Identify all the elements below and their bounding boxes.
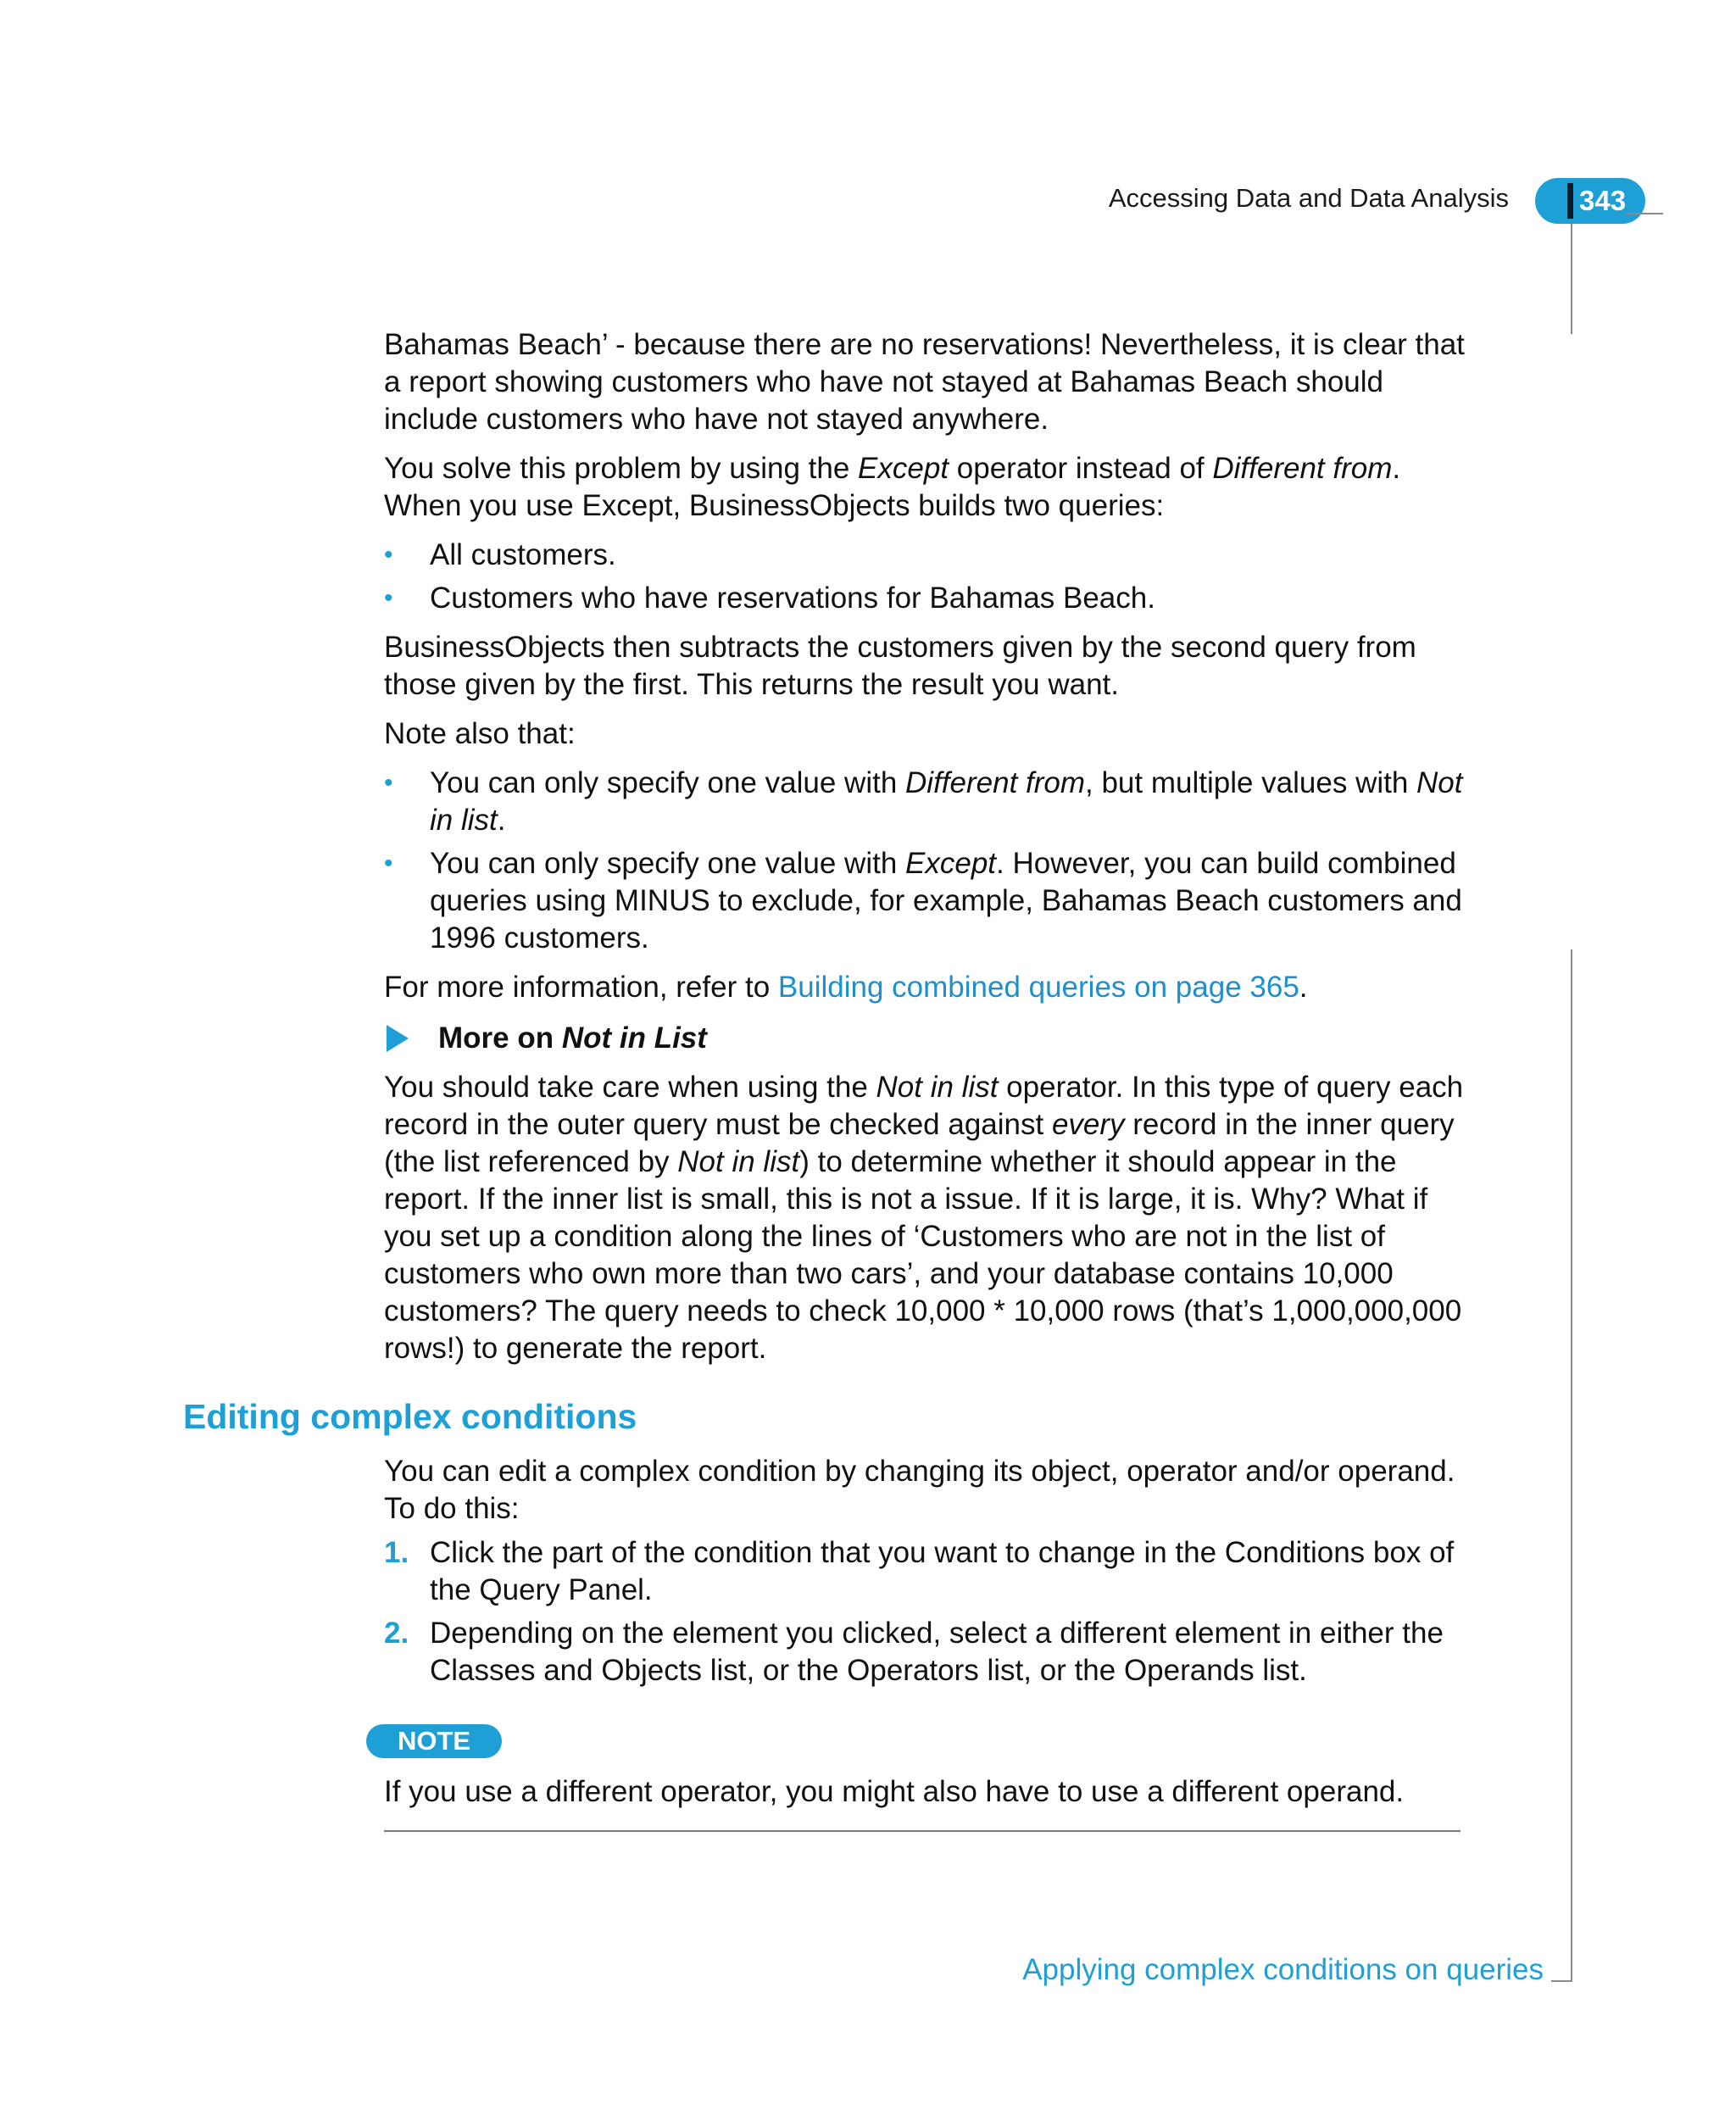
bullet-icon: • [384, 541, 393, 569]
bullet-icon: • [384, 584, 393, 612]
list-item: • You can only specify one value with Different from, but multiple values with Not in list. [384, 766, 1463, 837]
paragraph: You solve this problem by using the Except operator instead of Different from. When you use Except, BusinessObjects builds two queries: [384, 452, 1401, 522]
body-text [384, 326, 1465, 1379]
list-item: 2. Depending on the element you clicked, select a different element in either the Classes and Objects list, or the Operators list, or the Operands list. [384, 1617, 1444, 1687]
arrow-icon [387, 1025, 409, 1052]
note-text: If you use a different operator, you might also have to use a different operand. [384, 1775, 1405, 1808]
list-item: • You can only specify one value with Except. However, you can build combined queries using MINUS to exclude, for example, Bahamas Beach customers and 1996 customers. [384, 847, 1462, 955]
page-number-badge [1535, 178, 1645, 224]
footer-chapter-link[interactable]: Applying complex conditions on queries [1022, 1953, 1544, 1986]
page-number-marker [1567, 183, 1573, 219]
paragraph: You should take care when using the Not in list operator. In this type of query each record in the outer query must be checked against every record in the inner query (the list referenced by Not in list) to determine whether it should appear in the report. If the inner list is small, this is not a issue. If it is large, it is. Why? What if you set up a condition along the lines of ‘Customers who are not in the list of customers who own more than two cars’, and your database contains 10,000 customers? The query needs to check 10,000 * 10,000 rows (that’s 1,000,000,000 rows!) to generate the report. [384, 1071, 1464, 1365]
note-badge: NOTE [366, 1724, 502, 1758]
paragraph: For more information, refer to Building combined queries on page 365. [384, 971, 1308, 1004]
footer-rule [1551, 1980, 1572, 1982]
page-number: 343 [1579, 185, 1627, 216]
list-item: 1. Click the part of the condition that you want to change in the Conditions box of the Query Panel. [384, 1536, 1455, 1606]
subheading: More on Not in List [384, 1020, 1465, 1057]
paragraph: Bahamas Beach’ - because there are no reservations! Nevertheless, it is clear that a report showing customers who have not stayed at Bahamas Beach should include customers who have not stayed anywhere. [384, 328, 1465, 436]
bullet-icon: • [384, 849, 393, 877]
step-number: 1. [384, 1536, 409, 1569]
margin-rule-bottom [1571, 949, 1572, 1982]
list-item: • All customers. [384, 537, 1465, 574]
numbered-list [384, 1534, 1465, 1689]
cross-reference-link[interactable]: Building combined queries on page 365 [777, 971, 1299, 1004]
bullet-icon: • [384, 769, 393, 797]
paragraph: Note also that: [384, 717, 576, 750]
note-rule [384, 1830, 1461, 1832]
bullet-list [384, 537, 1465, 617]
running-header-title: Accessing Data and Data Analysis [1108, 183, 1509, 213]
section-heading: Editing complex conditions [183, 1397, 637, 1436]
step-number: 2. [384, 1617, 409, 1650]
list-item: • Customers who have reservations for Bahamas Beach. [384, 580, 1465, 617]
paragraph: You can edit a complex condition by changing its object, operator and/or operand. To do this: [384, 1455, 1455, 1525]
section-body [384, 1453, 1465, 1701]
margin-rule-top [1571, 224, 1572, 334]
paragraph: BusinessObjects then subtracts the customers given by the second query from those given by the first. This returns the result you want. [384, 631, 1416, 701]
bullet-list [384, 765, 1465, 957]
header-rule [1626, 213, 1663, 214]
